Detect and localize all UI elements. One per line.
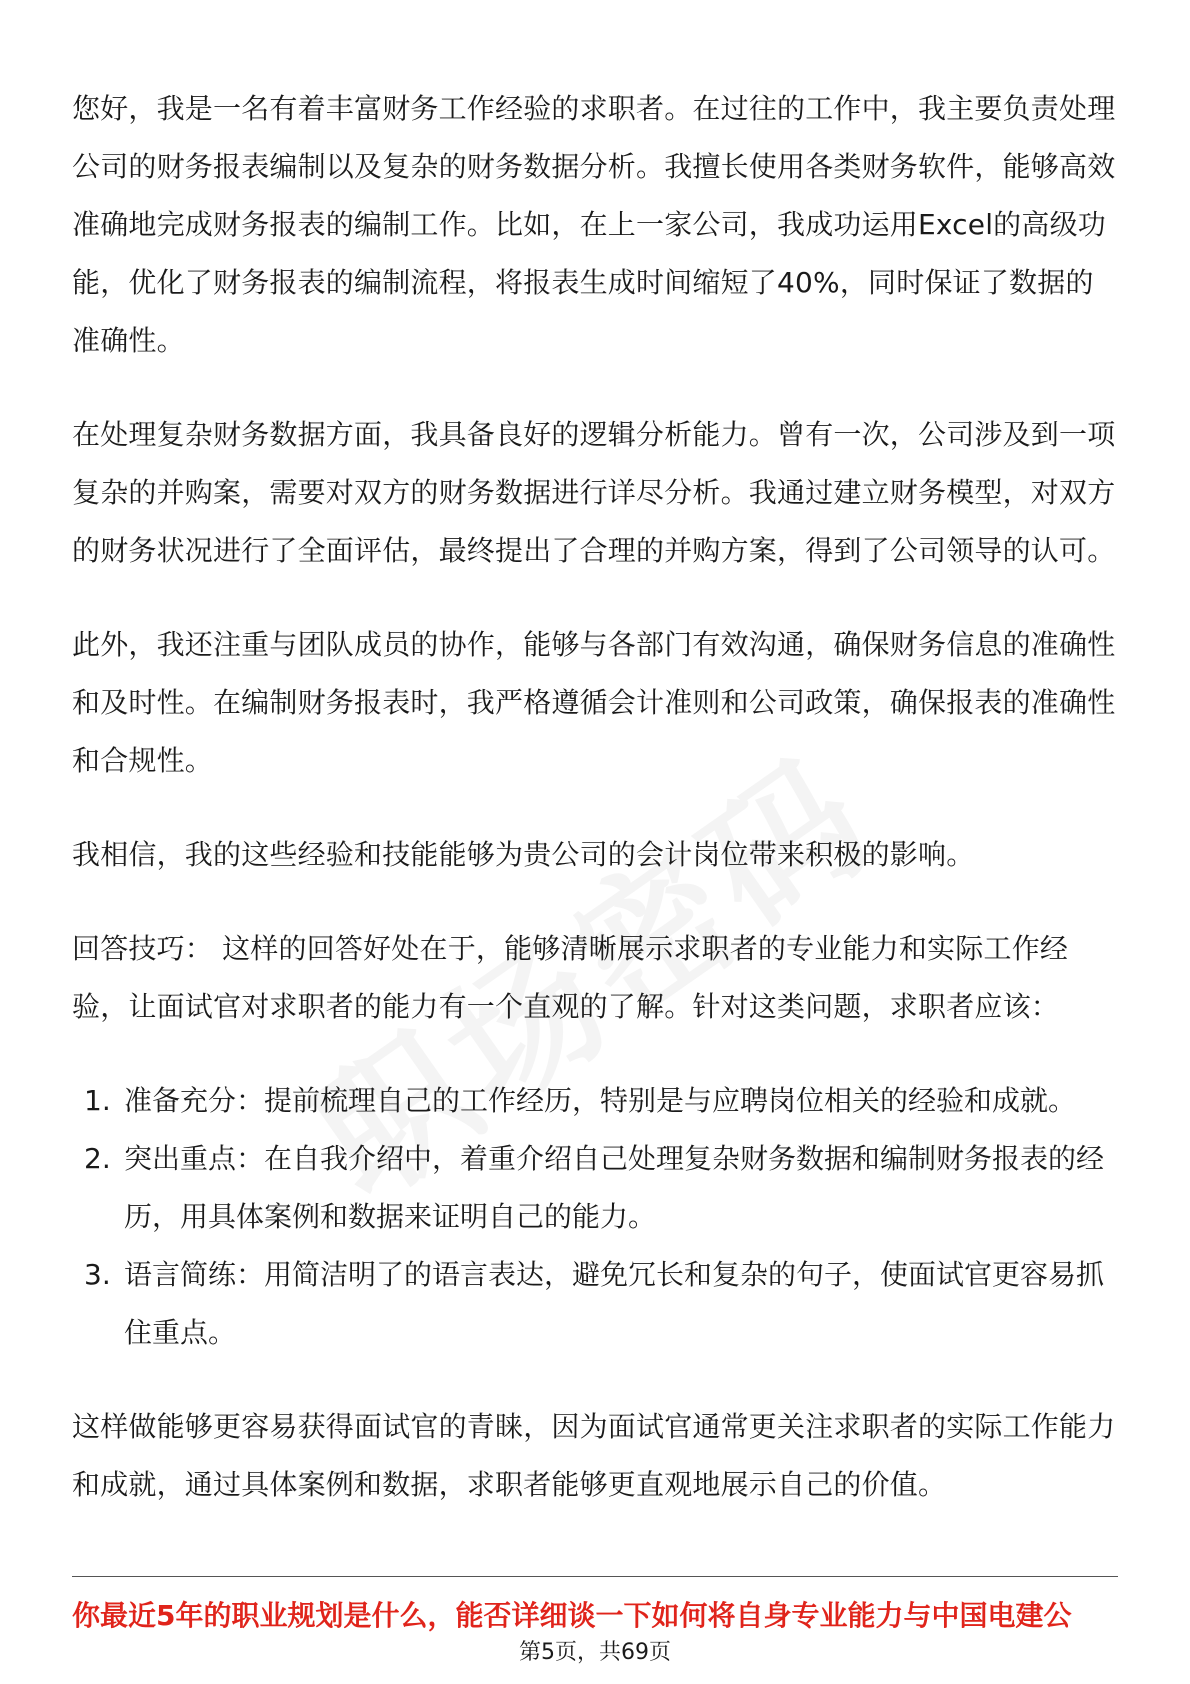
list-item-text: 突出重点：在自我介绍中，着重介绍自己处理复杂财务数据和编制财务报表的经历，用具体案例和数据来证明自己的能力。 (124, 1142, 1105, 1233)
list-item-number: 2. (84, 1142, 111, 1175)
list-item (72, 1130, 1118, 1246)
list-item (72, 1072, 1118, 1130)
footer-divider (72, 1576, 1118, 1577)
page-number: 第5页，共69页 (519, 1640, 671, 1665)
answer-paragraph-analysis: 在处理复杂财务数据方面，我具备良好的逻辑分析能力。曾有一次，公司涉及到一项复杂的并购案，需要对双方的财务数据进行详尽分析。我通过建立财务模型，对双方的财务状况进行了全面评估，最终提出了合理的并购方案，得到了公司领导的认可。 (72, 418, 1116, 567)
answer-body (72, 80, 1118, 1550)
next-question-heading: 你最近5年的职业规划是什么，能否详细谈一下如何将自身专业能力与中国电建公 (72, 1599, 1072, 1632)
answer-tips-intro: 回答技巧： 这样的回答好处在于，能够清晰展示求职者的专业能力和实际工作经验，让面试官对求职者的能力有一个直观的了解。针对这类问题，求职者应该： (72, 932, 1069, 1023)
answer-paragraph-teamwork: 此外，我还注重与团队成员的协作，能够与各部门有效沟通，确保财务信息的准确性和及时性。在编制财务报表时，我严格遵循会计准则和公司政策，确保报表的准确性和合规性。 (72, 628, 1116, 777)
list-item-number: 1. (84, 1084, 111, 1117)
answer-paragraph-intro: 您好，我是一名有着丰富财务工作经验的求职者。在过往的工作中，我主要负责处理公司的财务报表编制以及复杂的财务数据分析。我擅长使用各类财务软件，能够高效准确地完成财务报表的编制工作。比如，在上一家公司，我成功运用Excel的高级功能，优化了财务报表的编制流程，将报表生成时间缩短了40%，同时保证了数据的准确性。 (72, 92, 1116, 357)
list-item-number: 3. (84, 1258, 111, 1291)
answer-paragraph-conclusion: 我相信，我的这些经验和技能能够为贵公司的会计岗位带来积极的影响。 (72, 838, 975, 871)
tips-list (72, 1072, 1118, 1362)
list-item (72, 1246, 1118, 1362)
closing-paragraph: 这样做能够更容易获得面试官的青睐，因为面试官通常更关注求职者的实际工作能力和成就，通过具体案例和数据，求职者能够更直观地展示自己的价值。 (72, 1410, 1116, 1501)
list-item-text: 语言简练：用简洁明了的语言表达，避免冗长和复杂的句子，使面试官更容易抓住重点。 (124, 1258, 1105, 1349)
list-item-text: 准备充分：提前梳理自己的工作经历，特别是与应聘岗位相关的经验和成就。 (124, 1084, 1077, 1117)
